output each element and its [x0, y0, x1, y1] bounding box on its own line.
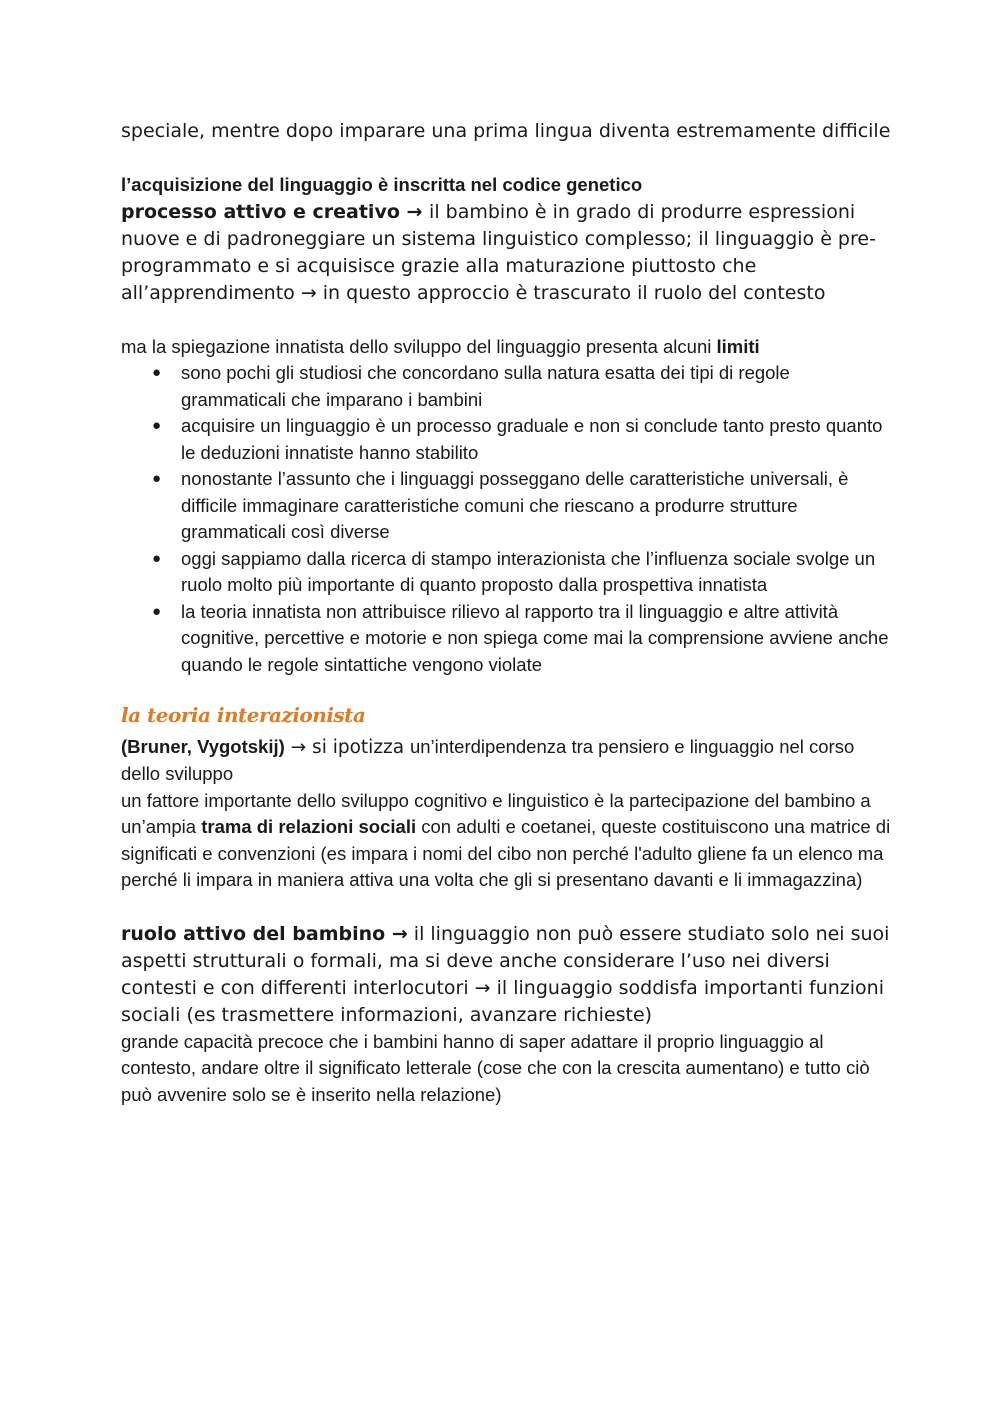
arrow-text: → si ipotizza [284, 737, 410, 758]
bullet-icon: ● [152, 470, 162, 487]
active-role-lead: ruolo attivo del bambino → [121, 922, 408, 945]
spacer [121, 145, 891, 172]
document-page [121, 118, 891, 1108]
genetic-code-line [121, 172, 891, 199]
paragraph-social-relations [121, 788, 891, 894]
genetic-code-text: l’acquisizione del linguaggio è inscritta nel codice genetico [121, 174, 643, 195]
spacer [121, 678, 891, 700]
active-process-lead: processo attivo e creativo [121, 200, 400, 223]
list-item-text: acquisire un linguaggio è un processo graduale e non si conclude tanto presto quanto le deduzioni innatiste hanno stabilito [181, 415, 883, 463]
paragraph-limits-intro [121, 334, 891, 361]
limits-list [121, 360, 891, 678]
bullet-icon: ● [152, 364, 162, 381]
arrow-glyph: → [399, 200, 430, 223]
spacer [121, 894, 891, 921]
spacer [121, 307, 891, 334]
active-role-text: il linguaggio non può essere studiato solo nei suoi aspetti strutturali o formali, ma si deve anche considerare l’uso nei diversi contesti e con differenti interlocutori → il linguaggio soddisfa importanti funzioni sociali (es trasmettere informazioni, avanzare richieste) [121, 922, 890, 1026]
authors: (Bruner, Vygotskij) [121, 736, 285, 757]
bullet-icon: ● [152, 417, 162, 434]
bullet-icon: ● [152, 602, 162, 620]
list-item [152, 413, 891, 466]
paragraph-active-role-tail [121, 1029, 891, 1109]
social-relations-text-a: un fattore importante dello sviluppo cognitivo e linguistico è la partecipazione del bambino a un’ampia [121, 789, 871, 837]
active-process-text: il bambino è in grado di produrre espressioni nuove e di padroneggiare un sistema linguistico complesso; il linguaggio è pre-programmato e si acquisisce grazie alla maturazione piuttosto che all’apprendimento → in questo approccio è trascurato il ruolo del contesto [121, 200, 876, 304]
limits-word: limiti [716, 335, 760, 357]
list-item [152, 599, 891, 679]
paragraph-intro [121, 118, 891, 145]
social-relations-bold: trama di relazioni sociali [201, 816, 417, 837]
paragraph-active-role [121, 921, 891, 1029]
list-item [152, 360, 891, 413]
paragraph-interactionist [121, 734, 891, 788]
list-item-text: nonostante l’assunto che i linguaggi posseggano delle caratteristiche universali, è difficile immaginare caratteristiche comuni che riescano a produrre strutture grammaticali così diverse [181, 468, 849, 542]
list-item [152, 546, 891, 599]
list-item-text: la teoria innatista non attribuisce rilievo al rapporto tra il linguaggio e altre attività cognitive, percettive e motorie e non spiega come mai la comprensione avviene anche quando le regole sintattiche vengono violate [181, 600, 889, 675]
social-relations-text-b: con adulti e coetanei, queste costituiscono una matrice di significati e convenzioni (es impara i nomi del cibo non perché l'adulto gliene fa un elenco ma perché li impara in maniera attiva una volta che gli si presentano davanti e li immagazzina) [121, 816, 891, 890]
list-item-text: oggi sappiamo dalla ricerca di stampo interazionista che l’influenza sociale svolge un ruolo molto più importante di quanto proposto dalla prospettiva innatista [181, 547, 876, 595]
interactionist-text: un’interdipendenza tra pensiero e linguaggio nel corso dello sviluppo [121, 736, 855, 784]
paragraph-active-process [121, 199, 891, 307]
active-role-tail-text: grande capacità precoce che i bambini hanno di saper adattare il proprio linguaggio al contesto, andare oltre il significato letterale (cose che con la crescita aumentano) e tutto ciò può avvenire solo se è inserito nella relazione) [121, 1030, 870, 1105]
limits-intro-text: ma la spiegazione innatista dello sviluppo del linguaggio presenta alcuni [121, 335, 717, 357]
list-item [152, 466, 891, 546]
section-heading: la teoria interazionista [121, 703, 366, 727]
list-item-text: sono pochi gli studiosi che concordano sulla natura esatta dei tipi di regole grammaticali che imparano i bambini [181, 362, 790, 410]
paragraph-intro-text: speciale, mentre dopo imparare una prima lingua diventa estremamente difficile [121, 120, 891, 142]
bullet-icon: ● [152, 549, 162, 567]
